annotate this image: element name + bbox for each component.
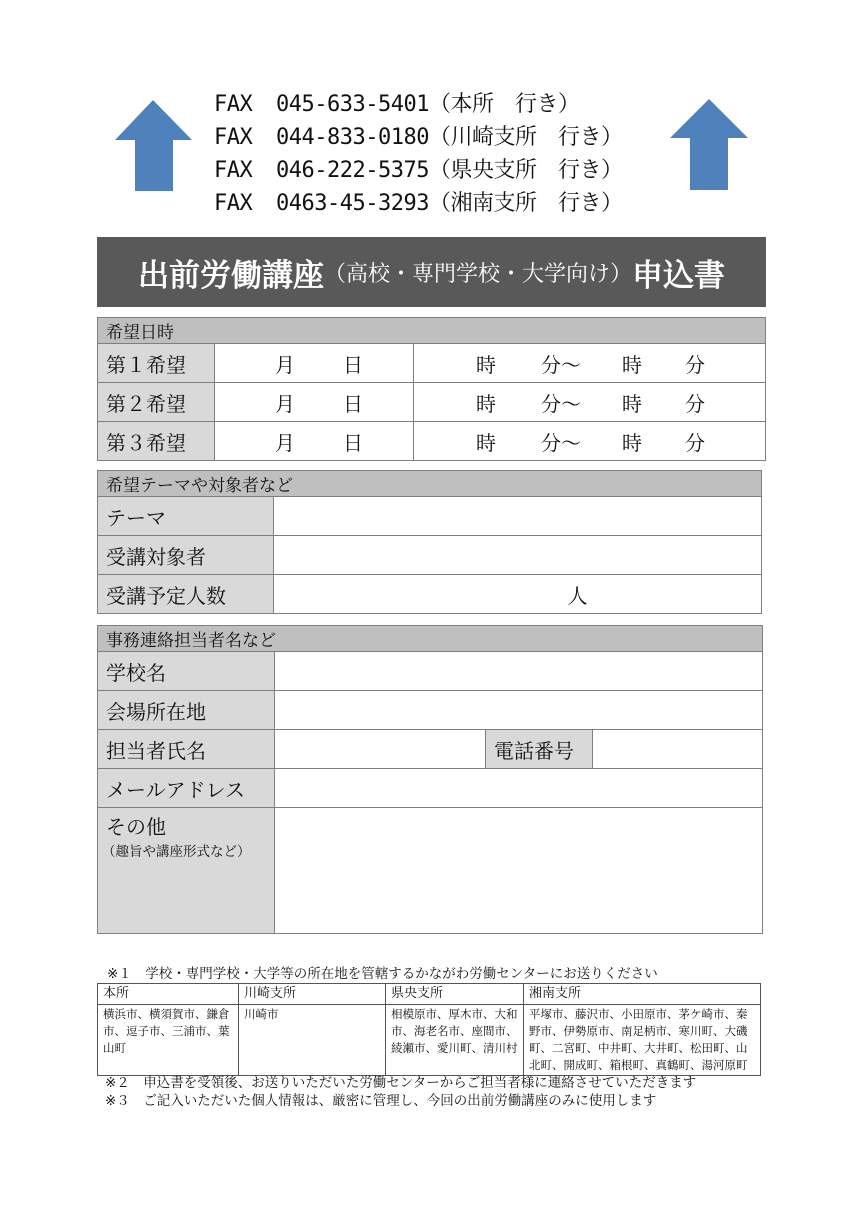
- fax-label: FAX: [214, 92, 253, 117]
- date-input[interactable]: [215, 383, 414, 422]
- fax-number: 0463-45-3293: [276, 191, 429, 216]
- fax-destination: （県央支所 行き）: [428, 158, 623, 183]
- date-input[interactable]: [215, 422, 414, 461]
- date-row-label: 第１希望: [98, 344, 215, 383]
- contact-table: [97, 625, 763, 934]
- month-label: 月: [275, 352, 295, 377]
- start-hour-label: 時: [476, 352, 496, 377]
- attendee-count-label: 受講予定人数: [98, 575, 274, 614]
- office-name: 川崎支所: [239, 984, 386, 1005]
- date-row: [98, 383, 766, 422]
- fax-line-shonan: [214, 187, 654, 220]
- date-row-label: 第２希望: [98, 383, 215, 422]
- theme-input[interactable]: [274, 497, 762, 536]
- school-name-label: 学校名: [98, 652, 275, 691]
- target-audience-label: 受講対象者: [98, 536, 274, 575]
- date-input[interactable]: [215, 344, 414, 383]
- other-sublabel: （趣旨や講座形式など）: [102, 844, 251, 860]
- office-name: 県央支所: [386, 984, 524, 1005]
- end-minute-label: 分: [685, 352, 705, 377]
- start-hour-label: 時: [476, 430, 496, 455]
- end-hour-label: 時: [622, 391, 642, 416]
- title-main: 出前労働講座: [137, 257, 324, 294]
- office-name: 湘南支所: [524, 984, 761, 1005]
- fax-destination: （本所 行き）: [428, 92, 580, 117]
- phone-input[interactable]: [593, 730, 763, 769]
- fax-line-honsho: [214, 88, 654, 121]
- page-title: [97, 237, 766, 307]
- start-minute-label: 分～: [541, 352, 581, 377]
- fax-label: FAX: [214, 125, 253, 150]
- note-2: ※２ 申込書を受領後、お送りいただいた労働センターからご担当者様に連絡させていただきます: [105, 1075, 697, 1091]
- date-row: [98, 422, 766, 461]
- other-label: その他: [106, 815, 166, 839]
- fax-line-kawasaki: [214, 121, 654, 154]
- phone-label: 電話番号: [486, 730, 593, 769]
- office-name: 本所: [98, 984, 239, 1005]
- section-heading-dates: 希望日時: [98, 318, 766, 344]
- day-label: 日: [343, 391, 363, 416]
- preferred-dates-table: [97, 317, 766, 461]
- venue-address-input[interactable]: [275, 691, 763, 730]
- start-hour-label: 時: [476, 391, 496, 416]
- fax-numbers: [214, 88, 654, 220]
- fax-number: 044-833-0180: [276, 125, 429, 150]
- title-suffix: 申込書: [632, 257, 725, 294]
- fax-line-kenou: [214, 154, 654, 187]
- unit-people-label: 人: [567, 583, 588, 608]
- other-input[interactable]: [275, 808, 763, 934]
- end-hour-label: 時: [622, 352, 642, 377]
- note-3: ※３ ご記入いただいた個人情報は、厳密に管理し、今回の出前労働講座のみに使用します: [105, 1093, 657, 1109]
- up-arrow-left-icon: [114, 99, 194, 193]
- fax-destination: （湘南支所 行き）: [428, 191, 623, 216]
- note-1: ※１ 学校・専門学校・大学等の所在地を管轄するかながわ労働センターにお送りください: [107, 966, 658, 982]
- month-label: 月: [275, 391, 295, 416]
- end-minute-label: 分: [685, 430, 705, 455]
- theme-table: [97, 470, 762, 614]
- fax-destination: （川崎支所 行き）: [428, 125, 623, 150]
- date-row: [98, 344, 766, 383]
- end-minute-label: 分: [685, 391, 705, 416]
- email-label: メールアドレス: [98, 769, 275, 808]
- date-row-label: 第３希望: [98, 422, 215, 461]
- contact-person-label: 担当者氏名: [98, 730, 275, 769]
- fax-number: 046-222-5375: [276, 158, 429, 183]
- fax-label: FAX: [214, 191, 253, 216]
- contact-person-input[interactable]: [275, 730, 486, 769]
- office-areas: 平塚市、藤沢市、小田原市、茅ケ崎市、秦野市、伊勢原市、南足柄市、寒川町、大磯町、二宮町、中井町、大井町、松田町、山北町、開成町、箱根町、真鶴町、湯河原町: [524, 1005, 761, 1076]
- fax-label: FAX: [214, 158, 253, 183]
- venue-address-label: 会場所在地: [98, 691, 275, 730]
- time-input[interactable]: [414, 422, 766, 461]
- other-label-cell: [98, 808, 275, 934]
- up-arrow-right-icon: [669, 98, 749, 192]
- office-areas: 相模原市、厚木市、大和市、海老名市、座間市、綾瀬市、愛川町、清川村: [386, 1005, 524, 1076]
- start-minute-label: 分～: [541, 430, 581, 455]
- offices-table: [97, 983, 761, 1076]
- target-audience-input[interactable]: [274, 536, 762, 575]
- office-areas: 川崎市: [239, 1005, 386, 1076]
- end-hour-label: 時: [622, 430, 642, 455]
- time-input[interactable]: [414, 344, 766, 383]
- section-heading-theme: 希望テーマや対象者など: [98, 471, 762, 497]
- title-subtitle: （高校・専門学校・大学向け）: [323, 261, 632, 287]
- attendee-count-input[interactable]: [274, 575, 762, 614]
- fax-number: 045-633-5401: [276, 92, 429, 117]
- section-heading-contact: 事務連絡担当者名など: [98, 626, 763, 652]
- school-name-input[interactable]: [275, 652, 763, 691]
- day-label: 日: [343, 352, 363, 377]
- office-areas: 横浜市、横須賀市、鎌倉市、逗子市、三浦市、葉山町: [98, 1005, 239, 1076]
- email-input[interactable]: [275, 769, 763, 808]
- time-input[interactable]: [414, 383, 766, 422]
- day-label: 日: [343, 430, 363, 455]
- month-label: 月: [275, 430, 295, 455]
- start-minute-label: 分～: [541, 391, 581, 416]
- theme-label: テーマ: [98, 497, 274, 536]
